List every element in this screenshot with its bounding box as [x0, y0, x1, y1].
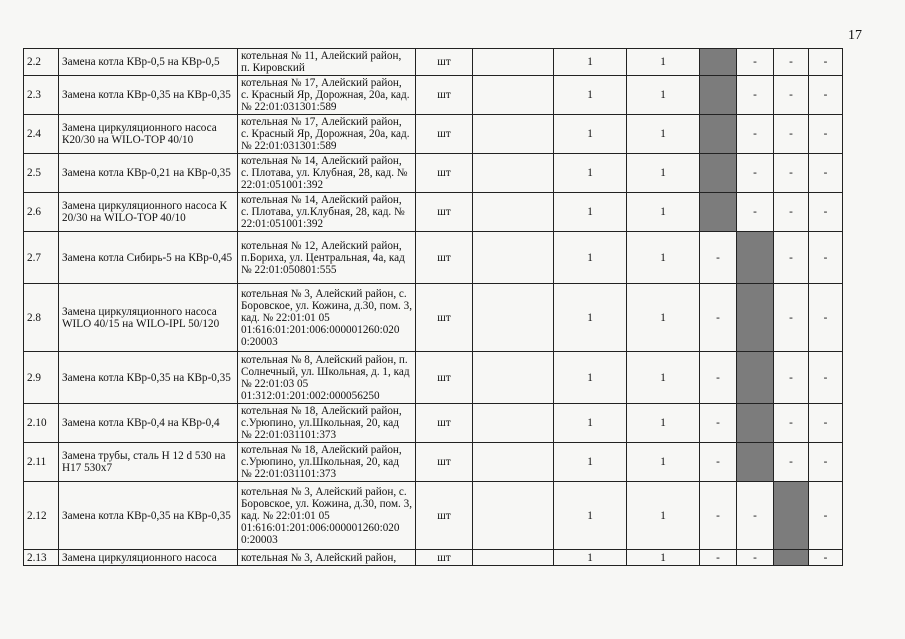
row-number: 2.6	[24, 193, 59, 232]
quantity-cell: 1	[627, 76, 700, 115]
shaded-year-cell	[700, 154, 737, 193]
table-row	[24, 284, 881, 352]
year-cell: -	[737, 154, 774, 193]
quantity-cell: 1	[627, 49, 700, 76]
empty-cell	[473, 115, 554, 154]
year-cell: -	[700, 482, 737, 550]
year-cell: -	[700, 352, 737, 404]
empty-cell	[473, 284, 554, 352]
work-description: Замена циркуляционного насоса К20/30 на WILO-TOP 40/10	[59, 115, 238, 154]
year-cell: -	[809, 232, 843, 284]
quantity-cell: 1	[554, 193, 627, 232]
quantity-cell: 1	[554, 404, 627, 443]
quantity-cell: 1	[627, 115, 700, 154]
year-cell: -	[737, 76, 774, 115]
year-cell: -	[809, 154, 843, 193]
year-cell: -	[809, 550, 843, 566]
row-number: 2.7	[24, 232, 59, 284]
object-location: котельная № 14, Алейский район, с. Плотава, ул.Клубная, 28, кад. № 22:01:051001:392	[238, 193, 416, 232]
table-row	[24, 232, 881, 284]
empty-cell	[473, 49, 554, 76]
quantity-cell: 1	[554, 115, 627, 154]
object-location: котельная № 17, Алейский район, с. Красный Яр, Дорожная, 20а, кад. № 22:01:031301:589	[238, 76, 416, 115]
year-cell: -	[774, 443, 809, 482]
year-cell: -	[737, 482, 774, 550]
year-cell: -	[737, 115, 774, 154]
unit-cell: шт	[416, 49, 473, 76]
empty-cell	[473, 154, 554, 193]
year-cell: -	[774, 284, 809, 352]
quantity-cell: 1	[554, 284, 627, 352]
year-cell: -	[737, 49, 774, 76]
year-cell: -	[774, 76, 809, 115]
year-cell: -	[809, 404, 843, 443]
object-location: котельная № 8, Алейский район, п. Солнечный, ул. Школьная, д. 1, кад № 22:01:03 05 01:312:01:201:002:000056250	[238, 352, 416, 404]
quantity-cell: 1	[554, 76, 627, 115]
work-description: Замена циркуляционного насоса WILO 40/15 на WILO-IPL 50/120	[59, 284, 238, 352]
unit-cell: шт	[416, 550, 473, 566]
row-number: 2.4	[24, 115, 59, 154]
shaded-year-cell	[737, 284, 774, 352]
unit-cell: шт	[416, 443, 473, 482]
object-location: котельная № 18, Алейский район, с.Урюпино, ул.Школьная, 20, кад № 22:01:031101:373	[238, 404, 416, 443]
row-number: 2.5	[24, 154, 59, 193]
empty-cell	[473, 232, 554, 284]
quantity-cell: 1	[627, 482, 700, 550]
empty-cell	[473, 193, 554, 232]
work-description: Замена котла КВр-0,21 на КВр-0,35	[59, 154, 238, 193]
year-cell: -	[737, 193, 774, 232]
row-number: 2.8	[24, 284, 59, 352]
shaded-year-cell	[700, 49, 737, 76]
object-location: котельная № 14, Алейский район, с. Плотава, ул. Клубная, 28, кад. № 22:01:051001:392	[238, 154, 416, 193]
year-cell: -	[774, 352, 809, 404]
work-description: Замена котла КВр-0,5 на КВр-0,5	[59, 49, 238, 76]
shaded-year-cell	[737, 443, 774, 482]
year-cell: -	[809, 482, 843, 550]
row-number: 2.13	[24, 550, 59, 566]
year-cell: -	[774, 154, 809, 193]
year-cell: -	[809, 115, 843, 154]
object-location: котельная № 11, Алейский район, п. Кировский	[238, 49, 416, 76]
table-row	[24, 154, 881, 193]
quantity-cell: 1	[554, 443, 627, 482]
table-row	[24, 404, 881, 443]
work-description: Замена циркуляционного насоса К 20/30 на WILO-TOP 40/10	[59, 193, 238, 232]
unit-cell: шт	[416, 284, 473, 352]
shaded-year-cell	[700, 115, 737, 154]
row-number: 2.12	[24, 482, 59, 550]
year-cell: -	[700, 443, 737, 482]
empty-cell	[473, 550, 554, 566]
table-row	[24, 352, 881, 404]
unit-cell: шт	[416, 115, 473, 154]
shaded-year-cell	[700, 76, 737, 115]
year-cell: -	[737, 550, 774, 566]
row-number: 2.11	[24, 443, 59, 482]
quantity-cell: 1	[554, 550, 627, 566]
quantity-cell: 1	[627, 232, 700, 284]
table-row	[24, 49, 881, 76]
work-description: Замена циркуляционного насоса	[59, 550, 238, 566]
year-cell: -	[700, 284, 737, 352]
year-cell: -	[700, 404, 737, 443]
unit-cell: шт	[416, 352, 473, 404]
work-description: Замена котла КВр-0,35 на КВр-0,35	[59, 76, 238, 115]
quantity-cell: 1	[627, 193, 700, 232]
shaded-year-cell	[737, 232, 774, 284]
quantity-cell: 1	[627, 443, 700, 482]
unit-cell: шт	[416, 482, 473, 550]
row-number: 2.10	[24, 404, 59, 443]
unit-cell: шт	[416, 154, 473, 193]
object-location: котельная № 3, Алейский район, с. Боровское, ул. Кожина, д.30, пом. 3, кад. № 22:01:01 05 01:616:01:201:006:000001260:020 0:20003	[238, 482, 416, 550]
work-description: Замена котла КВр-0,35 на КВр-0,35	[59, 352, 238, 404]
row-number: 2.2	[24, 49, 59, 76]
shaded-year-cell	[700, 193, 737, 232]
empty-cell	[473, 404, 554, 443]
work-description: Замена котла КВр-0,35 на КВр-0,35	[59, 482, 238, 550]
year-cell: -	[774, 193, 809, 232]
year-cell: -	[700, 232, 737, 284]
year-cell: -	[809, 443, 843, 482]
empty-cell	[473, 482, 554, 550]
quantity-cell: 1	[627, 154, 700, 193]
year-cell: -	[809, 284, 843, 352]
row-number: 2.3	[24, 76, 59, 115]
unit-cell: шт	[416, 76, 473, 115]
quantity-cell: 1	[554, 232, 627, 284]
page-number: 17	[848, 28, 862, 43]
year-cell: -	[774, 232, 809, 284]
table-row	[24, 193, 881, 232]
unit-cell: шт	[416, 404, 473, 443]
empty-cell	[473, 352, 554, 404]
table-row	[24, 443, 881, 482]
object-location: котельная № 3, Алейский район, с. Боровское, ул. Кожина, д.30, пом. 3, кад. № 22:01:01 05 01:616:01:201:006:000001260:020 0:20003	[238, 284, 416, 352]
row-number: 2.9	[24, 352, 59, 404]
quantity-cell: 1	[627, 284, 700, 352]
year-cell: -	[700, 550, 737, 566]
shaded-year-cell	[774, 482, 809, 550]
work-description: Замена котла КВр-0,4 на КВр-0,4	[59, 404, 238, 443]
object-location: котельная № 18, Алейский район, с.Урюпино, ул.Школьная, 20, кад № 22:01:031101:373	[238, 443, 416, 482]
table-row	[24, 482, 881, 550]
work-description: Замена трубы, сталь Н 12 d 530 на Н17 530х7	[59, 443, 238, 482]
year-cell: -	[809, 193, 843, 232]
unit-cell: шт	[416, 193, 473, 232]
quantity-cell: 1	[554, 352, 627, 404]
quantity-cell: 1	[554, 49, 627, 76]
quantity-cell: 1	[627, 352, 700, 404]
year-cell: -	[774, 115, 809, 154]
empty-cell	[473, 76, 554, 115]
table-row	[24, 76, 881, 115]
table-row	[24, 550, 881, 566]
year-cell: -	[809, 76, 843, 115]
works-table	[23, 48, 881, 566]
table-body	[24, 49, 881, 566]
object-location: котельная № 3, Алейский район,	[238, 550, 416, 566]
year-cell: -	[774, 404, 809, 443]
shaded-year-cell	[737, 352, 774, 404]
empty-cell	[473, 443, 554, 482]
shaded-year-cell	[737, 404, 774, 443]
quantity-cell: 1	[554, 482, 627, 550]
object-location: котельная № 12, Алейский район, п.Бориха, ул. Центральная, 4а, кад № 22:01:050801:555	[238, 232, 416, 284]
year-cell: -	[809, 49, 843, 76]
unit-cell: шт	[416, 232, 473, 284]
quantity-cell: 1	[627, 550, 700, 566]
shaded-year-cell	[774, 550, 809, 566]
table-row	[24, 115, 881, 154]
year-cell: -	[774, 49, 809, 76]
quantity-cell: 1	[554, 154, 627, 193]
object-location: котельная № 17, Алейский район, с. Красный Яр, Дорожная, 20а, кад. № 22:01:031301:589	[238, 115, 416, 154]
year-cell: -	[809, 352, 843, 404]
work-description: Замена котла Сибирь-5 на КВр-0,45	[59, 232, 238, 284]
quantity-cell: 1	[627, 404, 700, 443]
